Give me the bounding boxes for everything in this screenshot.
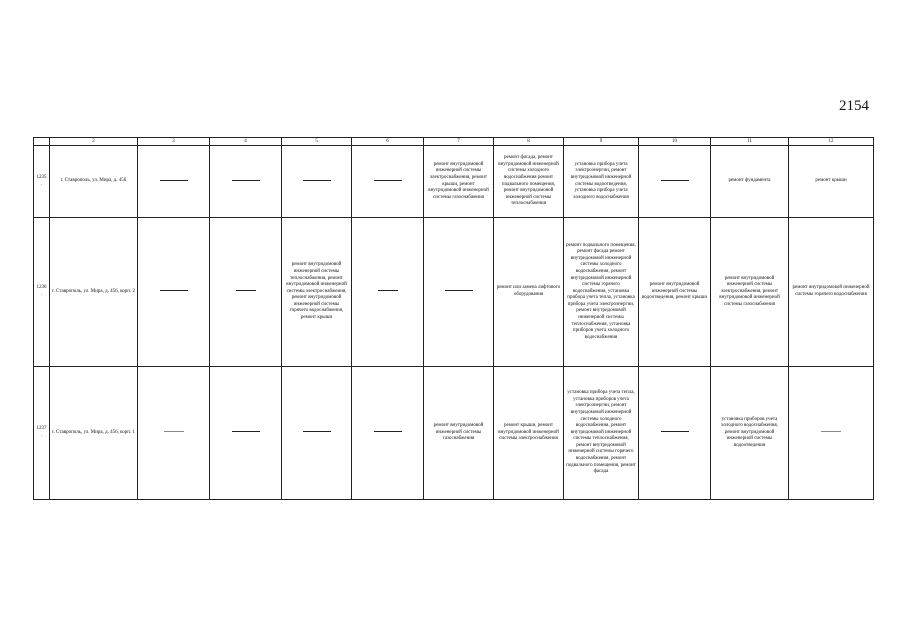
row-number: 1235. <box>34 146 50 218</box>
empty-cell <box>789 367 874 500</box>
column-header: 8 <box>494 138 564 146</box>
dash-mark <box>374 180 402 181</box>
cell-col-12: ремонт внутридомовой инженерной системы горячего водоснабжения <box>789 218 874 367</box>
empty-cell <box>639 367 711 500</box>
column-header: 11 <box>711 138 789 146</box>
dash-mark <box>303 431 331 432</box>
row-number: 1237. <box>34 367 50 500</box>
dash-mark <box>232 180 260 181</box>
cell-col-5: ремонт внутридомовой инженерной системы теплоснабжения, ремонт внутридомовой инженерной системы электроснабжения, ремонт внутридомовой инженерной системы горячего водоснабжения, ремонт крыши <box>282 218 352 367</box>
empty-cell <box>424 218 494 367</box>
column-header: 9 <box>564 138 639 146</box>
cell-col-11: ремонт внутридомовой инженерной системы электроснабжения, ремонт внутридомовой инженерной системы газоснабжения <box>711 218 789 367</box>
dash-mark <box>160 290 188 291</box>
row-address: г. Ставрополь, ул. Мира, д. 456, корп. 2 <box>50 218 138 367</box>
cell-col-11: установка приборов учета холодного водоснабжения, ремонт внутридомовой инженерной системы водоотведения <box>711 367 789 500</box>
dash-mark <box>374 431 402 432</box>
dash-mark <box>445 290 473 291</box>
column-header: 7 <box>424 138 494 146</box>
cell-col-8: ремонт или замена лифтового оборудования <box>494 218 564 367</box>
empty-cell <box>282 146 352 218</box>
empty-cell <box>138 146 210 218</box>
repair-schedule-table <box>33 137 874 500</box>
row-number: 1236. <box>34 218 50 367</box>
table-row <box>34 218 874 367</box>
table-row <box>34 146 874 218</box>
column-header: 12 <box>789 138 874 146</box>
cell-col-9: ремонт подвального помещения, ремонт фасада ремонт внутридомовой инженерной системы холодного водоснабжения, ремонт внутридомовой инженерной системы горячего водоснабжения, установка прибора учета тепла, установка прибора учета электроэнергии, ремонт внутридомовой инженерной системы теплоснабжения, установка приборов учета холодного водоснабжения <box>564 218 639 367</box>
column-header: 10 <box>639 138 711 146</box>
column-header: 6 <box>352 138 424 146</box>
cell-col-8: ремонт фасада, ремонт внутридомовой инженерной системы холодного водоснабжения ремонт подвального помещения, ремонт внутридомовой инженерной системы теплоснабжения <box>494 146 564 218</box>
empty-cell <box>138 367 210 500</box>
dash-mark <box>160 180 188 181</box>
column-header: 4 <box>210 138 282 146</box>
column-number-row <box>34 138 874 146</box>
dash-mark <box>821 431 841 432</box>
empty-cell <box>352 146 424 218</box>
cell-col-11: ремонт фундамента <box>711 146 789 218</box>
empty-cell <box>210 367 282 500</box>
empty-cell <box>210 218 282 367</box>
dash-mark <box>661 431 689 432</box>
column-header <box>34 138 50 146</box>
cell-col-7: ремонт внутридомовой инженерной системы электроснабжения, ремонт крыши, ремонт внутридомовой инженерной системы газоснабжения <box>424 146 494 218</box>
dash-mark <box>164 431 184 432</box>
dash-mark <box>236 290 256 291</box>
column-header: 2 <box>50 138 138 146</box>
empty-cell <box>639 146 711 218</box>
cell-col-10: ремонт внутридомовой инженерной системы водоотведения, ремонт крыши <box>639 218 711 367</box>
empty-cell <box>138 218 210 367</box>
empty-cell <box>352 367 424 500</box>
table-row <box>34 367 874 500</box>
row-address: г. Ставрополь, ул. Мира, д. 456, корп. 1 <box>50 367 138 500</box>
cell-col-12: ремонт крыши <box>789 146 874 218</box>
empty-cell <box>352 218 424 367</box>
page-number: 2154 <box>839 98 869 114</box>
cell-col-9: установка прибора учета электроэнергии, ремонт внутридомовой инженерной системы водоотведения, установка прибора учета холодного водоснабжения <box>564 146 639 218</box>
dash-mark <box>232 431 260 432</box>
cell-col-8: ремонт крыши, ремонт внутридомовой инженерной системы электроснабжения <box>494 367 564 500</box>
dash-mark <box>661 180 689 181</box>
dash-mark <box>378 290 398 291</box>
empty-cell <box>210 146 282 218</box>
row-address: г. Ставрополь, ул. Мира, д. 456 <box>50 146 138 218</box>
empty-cell <box>282 367 352 500</box>
cell-col-7: ремонт внутридомовой инженерной системы газоснабжения <box>424 367 494 500</box>
column-header: 5 <box>282 138 352 146</box>
dash-mark <box>303 180 331 181</box>
cell-col-9: установка прибора учета тепла, установка приборов учета электроэнергии, ремонт внутридомовой инженерной системы холодного водоснабжения, ремонт внутридомовой инженерной системы теплоснабжения, ремонт внутридомовой инженерной системы горячего водоснабжения, ремонт подвального помещения, ремонт фасада <box>564 367 639 500</box>
column-header: 3 <box>138 138 210 146</box>
